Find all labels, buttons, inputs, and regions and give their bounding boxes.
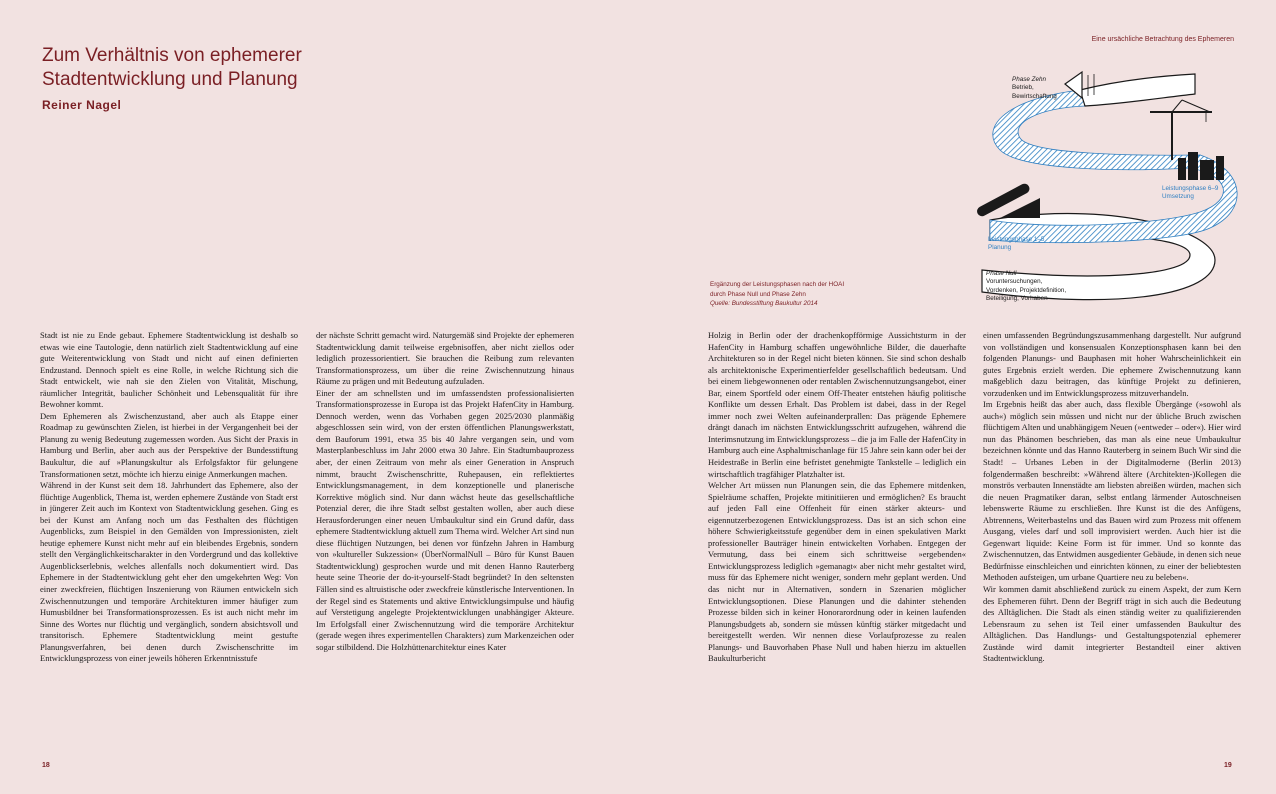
label-phase-null <box>986 270 1066 303</box>
caption-line-3: Quelle: Bundesstiftung Baukultur 2014 <box>710 300 818 307</box>
text-column-4 <box>983 330 1241 765</box>
page-number-right: 19 <box>1224 762 1232 769</box>
paragraph: der nächste Schritt gemacht wird. Naturgemäß sind Projekte der ephemeren Stadtentwicklung damit teilweise ergebnisoffen, aber nicht ziellos oder lediglich prozessorientiert. Sie brauchen die Reibung zum relevanten Transformationsprozess, um über die reine Zwischennutzung hinaus Räume zu prägen und mit Bedeutung aufzuladen. <box>316 330 574 387</box>
title-line-1: Zum Verhältnis von ephemerer <box>42 45 302 66</box>
figure-caption <box>710 280 890 309</box>
running-head: Eine ursächliche Betrachtung des Ephemeren <box>1091 36 1234 43</box>
label-phase-null-title: Phase Null <box>986 270 1017 277</box>
label-phase-null-line1: Voruntersuchungen, <box>986 278 1043 286</box>
band-betrieb <box>1080 74 1195 106</box>
caption-line-2: durch Phase Null und Phase Zehn <box>710 290 806 298</box>
label-lp-1-5-line2: Planung <box>988 244 1012 252</box>
label-lp-6-9-line1: Leistungsphase 6–9 <box>1162 185 1219 192</box>
planning-tools-icon <box>975 182 1040 218</box>
author-name: Reiner Nagel <box>42 98 122 112</box>
page-number-left: 18 <box>42 762 50 769</box>
label-phase-zehn-title: Phase Zehn <box>1012 76 1046 83</box>
text-column-1 <box>40 330 298 765</box>
article-title <box>42 44 382 92</box>
label-phase-null-line2: Vordenken, Projektdefinition, <box>986 286 1067 294</box>
title-line-2: Stadtentwicklung und Planung <box>42 69 298 90</box>
label-lp-1-5-line1: Leistungsphase 1–5 <box>988 236 1045 243</box>
text-column-2 <box>316 330 574 765</box>
text-column-3 <box>708 330 966 765</box>
paragraph: einen umfassenden Begründungszusammenhang dargestellt. Nur aufgrund von vollständigen und konsensualen Konzeptionsphasen kann bei den folgenden Planungs- und Bauphasen mit hoher Wahrscheinlichkeit ein gutes Ergebnis erzielt werden. Die ephemere Zwischennutzung kann maßgeblich dazu beitragen, das künftige Projekt zu definieren, vorzudenken und im Entwicklungsprozess mitzuverhandeln. <box>983 330 1241 398</box>
paragraph: Stadt ist nie zu Ende gebaut. Ephemere Stadtentwicklung ist deshalb so etwas wie eine Tautologie, denn natürlich zielt Stadtentwicklung auf eine gute Weiterentwicklung von Stadt und nicht auf einen definierten Endzustand. Dennoch spielt es eine Rolle, in welche Richtung sich die Stadt entwickelt, wie nah sie den Zielen von Vitalität, Mischung, räumlicher Integrität, baulicher Schönheit und Lebensqualität für ihre Bewohner kommt. <box>40 330 298 410</box>
label-phase-zehn-line2: Bewirtschaftung <box>1012 92 1057 100</box>
paragraph: Holzig in Berlin oder der drachenkopfförmige Aussichtsturm in der HafenCity in Hamburg schaffen ungewöhnliche Bilder, die dauerhafte Architekturen so in der Regel nicht bieten können. Sie sind schon deshalb als architektonische Experimentierfelder gesellschaftlich bedeutsam. Und bei einem liebgewonnenen oder rentablen Zwischennutzungsangebot, einer Bar, einem Sportfeld oder einem Off-Theater entstehen häufig politische Konflikte um dessen Erhalt. Das Problem ist dabei, dass in der Regel immer noch zwei Welten aufeinanderprallen: Das prägende Ephemere drängt danach im nächsten Entwicklungsschritt aufzugehen, während die Interimsnutzung im Entwicklungsprozess – die ja im Falle der HafenCity in Hamburg auch eine Asphaltmischanlage für 15 Jahre sein kann oder bei der Heidestraße in Berlin eine befristet genehmigte Tankstelle – lediglich ein wirtschaftlich tragfähiger Platzhalter ist. <box>708 330 966 479</box>
paragraph: Im Ergebnis heißt das aber auch, dass flexible Übergänge (»sowohl als auch«) möglich sein müssen und nicht nur der übliche Bruch zwischen flüchtigem Alten und unabhängigem Neuen (»entweder – oder«). Hier wird nun das Phänomen beschrieben, das man als eine neue Umbaukultur bezeichnen könnte und das Hanno Rauterberg in seinem Buch Wir sind die Stadt! – Urbanes Leben in der Digitalmoderne (Berlin 2013) folgendermaßen beschreibt: »Während ältere (Architekten-)Kollegen die monströs verbauten Innenstädte am liebsten abreißen würden, machen sich die neuen Pragmatiker daran, selbst entlang lärmender Autoschneisen lebenswerte Räume zu erschließen. Ihre Kunst ist die des Anfügens, Abtrennens, Weiterbastelns und das Bauen wird zum Prozess mit offenem Ausgang, vieles darf und soll improvisiert werden. Auch hier ist die Gegenwart liquide: Keine Form ist für immer. Und so konnte das Zwischennutzen, das Entwidmen ausgedienter Gebäude, in denen sich neue Bedürfnisse einschleichen und einrichten können, zu einer der beliebtesten Methoden aufsteigen, um urbane Quartiere neu zu beleben«. <box>983 399 1241 583</box>
label-lp-1-5 <box>988 236 1044 253</box>
label-lp-6-9 <box>1162 185 1218 202</box>
label-phase-zehn <box>1012 76 1057 101</box>
caption-line-1: Ergänzung der Leistungsphasen nach der HOAI <box>710 281 845 288</box>
paragraph: Welcher Art müssen nun Planungen sein, die das Ephemere mitdenken, Spielräume schaffen, Projekte mitinitiieren und ermöglichen? Es braucht auf jeden Fall eine Offenheit für einen stärker akteurs- und eigennutzerbezogenen Entwicklungsprozess. Das ist an sich schon eine höhere Schwierigkeitsstufe gegenüber dem in einen spekulativen Markt professioneller Bauträger hinein entwickelten Vorhaben. Entgegen der Vermutung, dass bei einem sich schrittweise »ergebenden« Entwicklungsprozess lediglich »gemanagt« aber nicht mehr gestaltet wird, muss für das Ephemere nicht weniger, sondern mehr geplant werden. Und das nicht nur in Alternativen, sondern in Szenarien möglicher Entwicklungsoptionen. Diese Planungen und die dahinter stehenden Prozesse bilden sich in keiner Honorarordnung oder in keinen laufenden Planungsbudgets ab, sondern sie müssen künftig stärker mitgedacht und bereitgestellt werden. Wir nennen diese Vorlaufprozesse zu realen Planungs- und Bauvorhaben Phase Null und haben hierzu im aktuellen Baukulturbericht <box>708 480 966 664</box>
paragraph: Dem Ephemeren als Zwischenzustand, aber auch als Etappe einer Roadmap zu gewünschten Zielen, ist hierbei in der Vergangenheit bei der Planung zu wenig Bedeutung zugemessen worden. Aus Sicht der Praxis in Hamburg und Berlin, aber auch aus der Perspektive der Bundesstiftung Baukultur, die auf »Planungskultur als Erfolgsfaktor für gelungene Transformationen setzt, möchte ich hierzu einige Anmerkungen machen. <box>40 410 298 479</box>
paragraph: Einer der am schnellsten und im umfassendsten professionalisierten Transformationsprozesse in Europa ist das Projekt HafenCity in Hamburg. Dennoch werden, wenn das Vorhaben gegen 2025/2030 planmäßig abgeschlossen sein wird, von der ersten öffentlichen Planungswerkstatt, dem Bauforum 1991, etwa 35 bis 40 Jahre vergangen sein, und vom Masterplanbeschluss im Jahr 2000 etwa 30 Jahre. Ein Stadtumbauprozess aber, der einen Zeitraum von mehr als einer Generation in Anspruch nimmt, braucht Zwischenschritte, Ruhepausen, ein reflektiertes Entwicklungsmanagement, in dem konzeptionelle und planerische Korrektive möglich sind. Nur dann wächst heute das gesellschaftliche Potenzial derer, die ihre Stadt selbst gestalten wollen, aber auch diese Herausforderungen einer neuen Umbaukultur sind ein Grund dafür, dass ephemere Stadtentwicklung aktuell zum Thema wird. Welcher Art sind nun diese flüchtigen Nutzungen, bei denen vor fünfzehn Jahren in Hamburg von »kultureller Sukzession« (ÜberNormalNull – Büro für Kunst Bauen Stadtentwicklung) gesprochen wurde und mit denen Hanno Rauterberg heute seine Theorie der do-it-yourself-Stadt begründet? In den seltensten Fällen sind es altruistische oder zweckfreie künstlerische Interventionen. In der Regel sind es Statements und aktive Entwicklungsimpulse und häufig auf Verstetigung angelegte Projektentwicklungen unabhängiger Akteure. Im Erfolgsfall einer Zwischennutzung wird die temporäre Architektur (gerade wegen ihres experimentellen Charakters) zum Markenzeichen oder sogar stilbildend. Die Holzhüttenarchitektur eines Kater <box>316 387 574 652</box>
paragraph: Wir kommen damit abschließend zurück zu einem Aspekt, der zum Kern des Ephemeren führt. Denn der Begriff trägt in sich auch die Bedeutung des Alltäglichen. Die Stadt als einen ständig weiter zu qualifizierenden Lebensraum zu sehen ist Teil einer umfassenden Baukultur des Alltäglichen. Das Handlungs- und Gestaltungspotenzial ephemerer Zustände wird damit integrierter Bestandteil einer aktiven Stadtentwicklung. <box>983 584 1241 664</box>
label-phase-zehn-line1: Betrieb, <box>1012 84 1034 92</box>
label-phase-null-line3: Beteiligung, Vorhaben <box>986 294 1048 302</box>
crane-icon <box>1150 100 1212 160</box>
paragraph: Während in der Kunst seit dem 18. Jahrhundert das Ephemere, also der flüchtige Augenblick, Thema ist, werden ephemere Zustände von Stadt erst in jüngerer Zeit auch im Kontext von Stadtentwicklung gesehen. Ging es bei der Kunst am Anfang noch um das Festhalten des flüchtigen Augenblicks, zum Beispiel in den Gemälden von Impressionisten, zielt heutige ephemere Kunst nicht mehr auf ein bleibendes Ergebnis, sondern stellt den Vergänglichkeitscharakter in den Vordergrund und das kollektive Augenblickserlebnis, welches allenfalls noch dokumentiert wird. Das Ephemere in der Stadtentwicklung geht eher den umgekehrten Weg: Von einer zweckfreien, flüchtigen Inszenierung von Räumen entwickeln sich Zwischennutzungen und temporäre Architekturen immer häufiger zum Humusbildner bei Transformationsprozessen. Es ist auch nicht mehr im Sinne des Wortes nur flüchtig und vergänglich, sondern absichtsvoll und transitorisch. Ephemere Stadtentwicklung meint gestufte Planungsverfahren, bei denen durch Zwischenschritte im Entwicklungsprozess von einer jeweils höheren Erkenntnisstufe <box>40 480 298 664</box>
label-lp-6-9-line2: Umsetzung <box>1162 193 1194 201</box>
